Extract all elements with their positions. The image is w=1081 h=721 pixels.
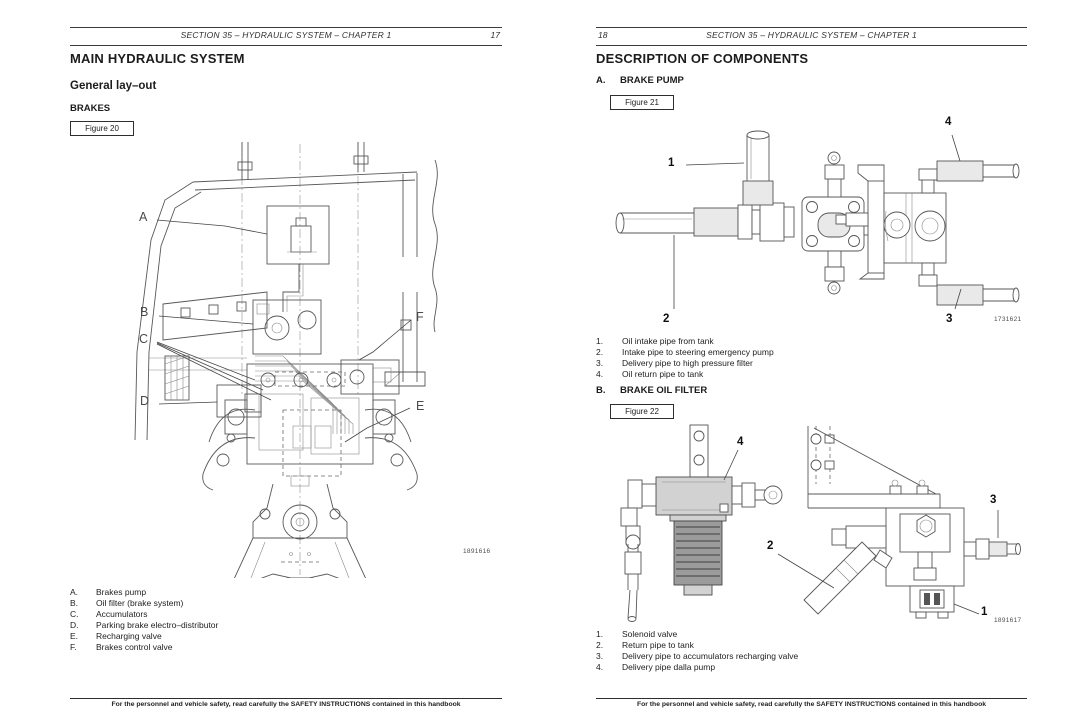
safety-footer: For the personnel and vehicle safety, read carefully the SAFETY INSTRUCTIONS contained in this handbook — [636, 701, 987, 708]
header-rule-bottom — [70, 45, 502, 46]
legend-label: Brakes control valve — [96, 642, 173, 652]
figure-20 — [105, 142, 495, 578]
legend-key: 2. — [596, 640, 604, 650]
solenoid-valve-assembly — [778, 426, 1021, 618]
legend-label: Delivery pipe to accumulators recharging valve — [622, 651, 799, 661]
callout-2: 2 — [663, 313, 670, 325]
legend-label: Solenoid valve — [622, 629, 678, 639]
footer-rule — [596, 698, 1027, 699]
left-slat-panel — [163, 292, 267, 340]
legend-item — [70, 642, 218, 653]
legend-key: B. — [70, 598, 79, 608]
legend-key: 4. — [596, 662, 604, 672]
figure-label-box: Figure 22 — [610, 404, 674, 419]
brakes-control-valve — [341, 320, 411, 394]
section-key: B. — [596, 385, 606, 396]
header-rule-bottom — [596, 45, 1027, 46]
legend-key: 2. — [596, 347, 604, 357]
center-lines — [242, 142, 358, 575]
callout-e: E — [416, 399, 425, 413]
callout-a: A — [139, 210, 148, 224]
legend-label: Return pipe to tank — [622, 640, 694, 650]
callout-c: C — [139, 332, 149, 346]
legend-item — [596, 640, 798, 651]
legend-item — [596, 336, 774, 347]
brake-oil-filter — [621, 425, 782, 622]
legend-label: Intake pipe to steering emergency pump — [622, 347, 774, 357]
callout-4: 4 — [945, 116, 952, 128]
legend-key: 4. — [596, 369, 604, 379]
legend-item — [596, 347, 774, 358]
figure-21-legend — [596, 336, 774, 380]
legend-label: Oil filter (brake system) — [96, 598, 184, 608]
callout-4: 4 — [737, 436, 744, 448]
page-subtitle: General lay–out — [70, 80, 157, 92]
brakes-pump-box — [157, 206, 329, 312]
subsection-title: BRAKES — [70, 103, 111, 114]
legend-key: 3. — [596, 651, 604, 661]
legend-item — [596, 629, 798, 640]
figure-22-legend — [596, 629, 798, 673]
figure-20-ref-number: 1891616 — [463, 548, 491, 555]
figure-label-box: Figure 20 — [70, 121, 134, 136]
running-header: SECTION 35 – HYDRAULIC SYSTEM – CHAPTER 1 — [180, 30, 392, 40]
main-block — [247, 364, 373, 464]
side-mounts — [203, 400, 418, 490]
legend-key: E. — [70, 631, 79, 641]
footer-rule — [70, 698, 502, 699]
right-page — [596, 0, 1027, 721]
header-rule-top — [70, 27, 502, 28]
callout-b: B — [140, 305, 149, 319]
page-number: 18 — [598, 30, 608, 40]
legend-item — [596, 662, 798, 673]
figure-22-drawing — [604, 422, 1024, 629]
page-title: DESCRIPTION OF COMPONENTS — [596, 51, 809, 66]
legend-key: F. — [70, 642, 77, 652]
legend-label: Oil return pipe to tank — [622, 369, 704, 379]
callout-1: 1 — [981, 606, 988, 618]
hose-bundle — [149, 356, 353, 434]
legend-item — [596, 651, 798, 662]
legend-key: 1. — [596, 629, 604, 639]
section-b-heading — [596, 385, 707, 396]
callout-3: 3 — [990, 494, 997, 506]
cab-frame — [135, 142, 437, 440]
safety-footer: For the personnel and vehicle safety, read carefully the SAFETY INSTRUCTIONS contained in this handbook — [111, 701, 461, 708]
page-number: 17 — [490, 30, 500, 40]
section-key: A. — [596, 75, 606, 86]
figure-21 — [606, 113, 1026, 330]
legend-label: Brakes pump — [96, 587, 147, 597]
section-label: BRAKE PUMP — [620, 75, 684, 86]
pump-right-view — [836, 135, 1019, 309]
legend-item — [70, 609, 218, 620]
legend-label: Delivery pipe dalla pump — [622, 662, 716, 672]
legend-item — [70, 587, 218, 598]
figure-label-box: Figure 21 — [610, 95, 674, 110]
legend-label: Delivery pipe to high pressure filter — [622, 358, 753, 368]
hatched-bracket — [165, 356, 189, 400]
legend-key: 1. — [596, 336, 604, 346]
section-a-heading — [596, 75, 684, 86]
section-label: BRAKE OIL FILTER — [620, 385, 708, 396]
left-page — [70, 0, 502, 721]
legend-key: A. — [70, 587, 79, 597]
pump-left-view — [616, 131, 872, 309]
callout-d: D — [140, 394, 150, 408]
legend-label: Accumulators — [96, 609, 148, 619]
running-header: SECTION 35 – HYDRAULIC SYSTEM – CHAPTER 1 — [706, 30, 917, 40]
legend-item — [70, 620, 218, 631]
legend-item — [596, 369, 774, 380]
figure-21-ref-number: 1731621 — [994, 316, 1022, 323]
legend-item — [596, 358, 774, 369]
figure-22 — [604, 422, 1024, 629]
callout-2: 2 — [767, 540, 774, 552]
callout-3: 3 — [946, 313, 953, 325]
legend-item — [70, 631, 218, 642]
figure-21-drawing — [606, 113, 1026, 330]
figure-20-legend — [70, 587, 218, 653]
legend-label: Parking brake electro–distributor — [96, 620, 219, 630]
electro-distributor — [159, 385, 261, 417]
figure-20-drawing — [105, 142, 495, 578]
legend-label: Oil intake pipe from tank — [622, 336, 714, 346]
callout-f: F — [416, 310, 424, 324]
page-title: MAIN HYDRAULIC SYSTEM — [70, 51, 245, 66]
header-rule-top — [596, 27, 1027, 28]
legend-label: Recharging valve — [96, 631, 162, 641]
callout-1: 1 — [668, 157, 675, 169]
legend-key: 3. — [596, 358, 604, 368]
legend-key: D. — [70, 620, 79, 630]
figure-22-ref-number: 1891617 — [994, 617, 1022, 624]
legend-item — [70, 598, 218, 609]
legend-key: C. — [70, 609, 79, 619]
